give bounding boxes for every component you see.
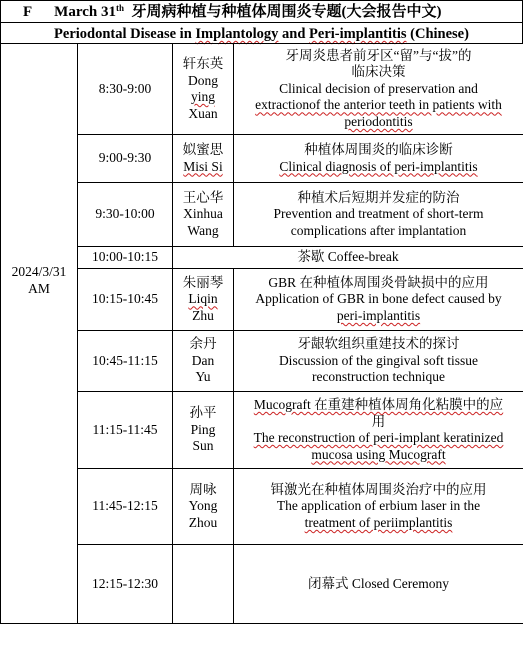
speaker-name-zh: 孙平 [189,405,217,421]
time-cell: 10:15-10:45 [78,269,173,331]
speaker-name-en: Dan [191,352,215,368]
talk-title-en: extractionof the anterior teeth in patients with [255,97,502,113]
speaker-cell-empty [173,545,234,624]
time-cell: 9:30-10:00 [78,183,173,247]
table-row [1,44,523,135]
speaker-name-en: Zhu [192,307,214,323]
time-cell: 9:00-9:30 [78,135,173,183]
talk-title-en: The application of erbium laser in the [276,498,481,514]
speaker-name-en: Misi Si [183,158,223,174]
table-row [1,269,523,331]
schedule-table [0,43,523,624]
speaker-name-en: Xinhua [183,206,223,222]
talk-title-en: mucosa using Mucograft [311,446,446,462]
time-cell: 11:45-12:15 [78,469,173,545]
table-row [1,135,523,183]
closing-ceremony-cell: 闭幕式 Closed Ceremony [234,545,523,624]
time-cell: 8:30-9:00 [78,44,173,135]
talk-title-en: Clinical diagnosis of peri-implantitis [279,158,478,174]
speaker-name-zh: 王心华 [182,189,224,205]
talk-title-zh: GBR 在种植体周围炎骨缺损中的应用 [268,274,489,290]
speaker-name-en: Xuan [188,105,218,121]
header-subtitle-row [0,22,523,44]
day-letter: F [23,4,33,20]
table-row [1,183,523,247]
time-cell: 10:00-10:15 [78,247,173,269]
talk-title-en: treatment of periimplantitis [304,514,453,530]
speaker-name-en: Dong [188,72,218,88]
talk-title-zh: 临床决策 [351,64,406,80]
title-en: Periodontal Disease in Implantology and Peri-implantitis (Chinese) [54,26,469,42]
speaker-name-en: Yong [188,498,218,514]
speaker-cell [173,135,234,183]
talk-title-cell [234,331,523,392]
talk-title-zh: 种植术后短期并发症的防治 [297,189,460,205]
speaker-cell [173,392,234,469]
speaker-cell [173,44,234,135]
date-text [3,34,75,297]
session-label: AM [28,280,50,296]
table-row [1,392,523,469]
table-row [1,545,523,624]
title-zh: 牙周病种植与种植体周围炎专题(大会报告中文) [131,4,442,20]
coffee-break-cell: 茶歇 Coffee-break [173,247,523,269]
talk-title-en: reconstruction technique [311,369,446,385]
talk-title-zh: 铒激光在种植体周围炎治疗中的应用 [270,481,487,497]
talk-title-cell [234,392,523,469]
header-title-row [0,0,523,23]
speaker-name-en: Sun [192,438,214,454]
speaker-name-zh: 余丹 [189,336,217,352]
talk-title-en: Discussion of the gingival soft tissue [278,352,479,368]
talk-title-zh: 牙周炎患者前牙区“留”与“拔”的 [285,47,472,63]
talk-title-en: Prevention and treatment of short-term [273,206,484,222]
speaker-name-en: Liqin [188,291,218,307]
speaker-name-zh: 姒蜜思 [182,142,224,157]
talk-title-en: Clinical decision of preservation and [279,80,478,96]
table-row [1,331,523,392]
talk-title-en: peri-implantitis [336,307,421,323]
speaker-name-en: Ping [190,421,216,437]
talk-title-zh: Mucograft 在重建种植体周角化粘膜中的应 [253,397,504,412]
speaker-name-en: Zhou [188,514,218,530]
talk-title-zh: 牙龈软组织重建技术的探讨 [297,336,460,352]
speaker-name-en: Wang [187,222,219,238]
time-cell: 12:15-12:30 [78,545,173,624]
speaker-cell [173,269,234,331]
date-suffix: th [115,3,124,13]
speaker-name-en: ying [190,89,215,104]
talk-title-cell [234,183,523,247]
speaker-name-zh: 周咏 [189,481,217,497]
talk-title-en: complications after implantation [290,222,467,238]
table-row [1,247,523,269]
time-cell: 11:15-11:45 [78,392,173,469]
date-line: 2024/3/31 [11,264,67,279]
speaker-name-en: Yu [195,369,211,385]
talk-title-en: periodontitis [344,113,413,129]
header-date: March 31th [54,3,124,20]
talk-title-zh: 用 [371,413,386,429]
talk-title-en: Application of GBR in bone defect caused by [255,291,502,307]
speaker-cell [173,469,234,545]
speaker-cell [173,331,234,392]
talk-title-cell [234,44,523,135]
talk-title-cell [234,469,523,545]
talk-title-cell [234,135,523,183]
talk-title-en: The reconstruction of peri-implant keratinized [253,430,504,445]
table-row [1,469,523,545]
date-cell [1,44,78,624]
speaker-cell [173,183,234,247]
talk-title-cell [234,269,523,331]
speaker-name-zh: 轩东英 [182,56,224,71]
speaker-name-zh: 朱丽琴 [182,274,224,290]
talk-title-zh: 种植体周围炎的临床诊断 [304,142,453,157]
time-cell: 10:45-11:15 [78,331,173,392]
